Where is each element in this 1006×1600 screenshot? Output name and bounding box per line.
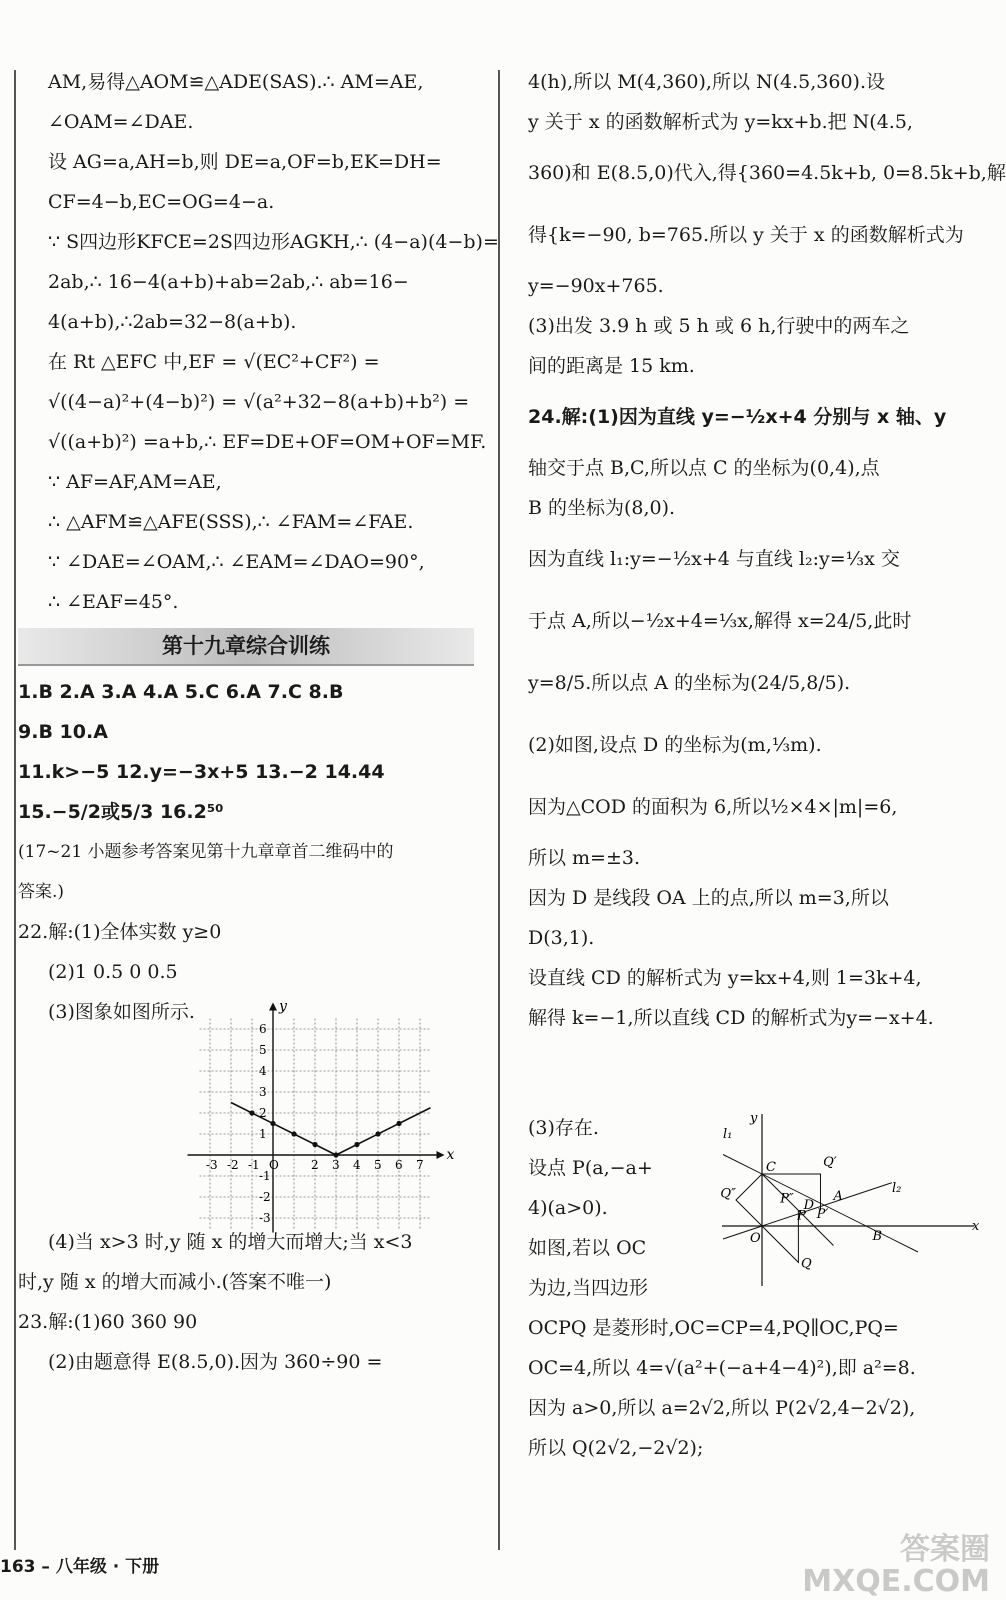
graph-label: B bbox=[872, 1229, 883, 1244]
frag-line: 4)(a>0). bbox=[528, 1197, 608, 1219]
text-line: B 的坐标为(8,0). bbox=[528, 497, 676, 519]
x-tick-label: -3 bbox=[206, 1158, 218, 1172]
text-line: 在 Rt △EFC 中,EF = √(EC²+CF²) = bbox=[48, 351, 380, 373]
left-margin-rule bbox=[14, 70, 16, 1550]
graph-label: Q′ bbox=[823, 1155, 837, 1170]
text-line: AM,易得△AOM≌△ADE(SAS).∴ AM=AE, bbox=[48, 71, 424, 93]
data-point bbox=[270, 1121, 275, 1126]
rhombus-edge bbox=[762, 1210, 798, 1262]
note-line: 答案.) bbox=[18, 882, 65, 902]
right-column bbox=[528, 62, 1006, 1038]
q22-line: (3)图象如图所示. bbox=[48, 1001, 195, 1023]
page-footer: 163 – 八年级 · 下册 bbox=[0, 1557, 160, 1577]
q22-line: (2)1 0.5 0 0.5 bbox=[48, 961, 178, 983]
graph-label: P bbox=[797, 1208, 806, 1224]
data-point bbox=[249, 1110, 254, 1115]
graph-label: Q bbox=[801, 1256, 812, 1272]
graph-q24-svg bbox=[722, 1108, 980, 1288]
text-line: 轴交于点 B,C,所以点 C 的坐标为(0,4),点 bbox=[528, 457, 880, 479]
text-line: ∠OAM=∠DAE. bbox=[48, 111, 194, 133]
data-point bbox=[312, 1142, 317, 1147]
text-line: 因为 a>0,所以 a=2√2,所以 P(2√2,4−2√2), bbox=[528, 1397, 916, 1419]
text-line: ∴ △AFM≌△AFE(SSS),∴ ∠FAM=∠FAE. bbox=[48, 511, 414, 533]
answer-line: 15.−5/2或5/3 16.2⁵⁰ bbox=[18, 801, 224, 823]
text-line: CF=4−b,EC=OG=4−a. bbox=[48, 191, 275, 213]
text-line: 4(a+b),∴2ab=32−8(a+b). bbox=[48, 311, 297, 333]
data-point bbox=[333, 1152, 338, 1157]
y-tick-label: -1 bbox=[259, 1169, 271, 1183]
text-line: ∵ AF=AF,AM=AE, bbox=[48, 471, 222, 493]
graph-label: O bbox=[750, 1231, 761, 1246]
y-tick-label: 5 bbox=[259, 1043, 267, 1057]
text-line: 设 AG=a,AH=b,则 DE=a,OF=b,EK=DH= bbox=[48, 151, 442, 173]
text-line: 因为 D 是线段 OA 上的点,所以 m=3,所以 bbox=[528, 887, 889, 909]
watermark-line: MXQE.COM bbox=[802, 1564, 990, 1599]
left-column bbox=[18, 62, 499, 1382]
section-title: 第十九章综合训练 bbox=[18, 628, 474, 666]
y-axis-label: y bbox=[279, 998, 287, 1015]
graph-label: Q″ bbox=[720, 1186, 736, 1202]
text-line: 24.解:(1)因为直线 y=−½x+4 分别与 x 轴、y bbox=[528, 406, 947, 428]
text-line: 于点 A,所以−½x+4=⅓x,解得 x=24/5,此时 bbox=[528, 610, 912, 632]
text-line: 解得 k=−1,所以直线 CD 的解析式为y=−x+4. bbox=[528, 1007, 934, 1029]
q23-line: (2)由题意得 E(8.5,0).因为 360÷90 = bbox=[48, 1351, 383, 1373]
text-line: (2)如图,设点 D 的坐标为(m,⅓m). bbox=[528, 734, 822, 756]
graph-label: D bbox=[803, 1198, 815, 1214]
graph-label: P″ bbox=[780, 1191, 794, 1207]
frag-line: 如图,若以 OC bbox=[528, 1237, 647, 1259]
x-tick-label: 2 bbox=[311, 1158, 319, 1172]
frag-line: 设点 P(a,−a+ bbox=[528, 1157, 653, 1179]
x-tick-label: 3 bbox=[332, 1158, 340, 1172]
data-point bbox=[375, 1131, 380, 1136]
answer-line: 9.B 10.A bbox=[18, 721, 108, 743]
frag-line: 为边,当四边形 bbox=[528, 1277, 649, 1299]
text-line: D(3,1). bbox=[528, 927, 595, 949]
text-line: 2ab,∴ 16−4(a+b)+ab=2ab,∴ ab=16− bbox=[48, 271, 409, 293]
q22-line: 时,y 随 x 的增大而减小.(答案不唯一) bbox=[18, 1271, 332, 1293]
y-tick-label: 1 bbox=[259, 1127, 267, 1141]
x-tick-label: 7 bbox=[416, 1158, 424, 1172]
text-line: 设直线 CD 的解析式为 y=kx+4,则 1=3k+4, bbox=[528, 967, 922, 989]
watermark bbox=[802, 1534, 990, 1598]
x-tick-label: -1 bbox=[248, 1158, 260, 1172]
text-line: √((4−a)²+(4−b)²) = √(a²+32−8(a+b)+b²) = bbox=[48, 391, 470, 413]
graph-label: C bbox=[766, 1160, 776, 1175]
text-line: 得{k=−90, b=765.所以 y 关于 x 的函数解析式为 bbox=[528, 224, 964, 246]
text-line: (3)出发 3.9 h 或 5 h 或 6 h,行驶中的两车之 bbox=[528, 315, 910, 337]
watermark-line: 答案圈 bbox=[900, 1532, 990, 1567]
graph-label: A bbox=[833, 1189, 843, 1204]
text-line: 因为直线 l₁:y=−½x+4 与直线 l₂:y=⅓x 交 bbox=[528, 548, 900, 570]
graph-label: l₂ bbox=[892, 1181, 902, 1197]
text-line: y=−90x+765. bbox=[528, 275, 664, 297]
y-tick-label: -2 bbox=[259, 1190, 271, 1204]
text-line: ∵ S四边形KFCE=2S四边形AGKH,∴ (4−a)(4−b)= bbox=[48, 231, 499, 253]
y-tick-label: 2 bbox=[259, 1106, 267, 1120]
data-point bbox=[354, 1142, 359, 1147]
graph-label: P′ bbox=[816, 1207, 829, 1223]
graph-label: l₁ bbox=[723, 1127, 733, 1142]
text-line: y=8/5.所以点 A 的坐标为(24/5,8/5). bbox=[528, 672, 851, 694]
q22-line: 22.解:(1)全体实数 y≥0 bbox=[18, 921, 222, 943]
data-point bbox=[291, 1131, 296, 1136]
text-line: 360)和 E(8.5,0)代入,得{360=4.5k+b, 0=8.5k+b,解 bbox=[528, 162, 1006, 184]
text-line: 间的距离是 15 km. bbox=[528, 355, 695, 377]
text-line: √((a+b)²) =a+b,∴ EF=DE+OF=OM+OF=MF. bbox=[48, 431, 487, 453]
text-line: 所以 Q(2√2,−2√2); bbox=[528, 1437, 704, 1459]
graph-label: y bbox=[750, 1111, 758, 1126]
text-line: y 关于 x 的函数解析式为 y=kx+b.把 N(4.5, bbox=[528, 111, 913, 133]
graph-q24 bbox=[722, 1108, 980, 1288]
data-point bbox=[396, 1121, 401, 1126]
frag-line: (3)存在. bbox=[528, 1117, 599, 1139]
q23-line: 23.解:(1)60 360 90 bbox=[18, 1311, 198, 1333]
y-tick-label: 6 bbox=[259, 1022, 267, 1036]
x-tick-label: 5 bbox=[374, 1158, 382, 1172]
series-line bbox=[336, 1108, 431, 1155]
text-line: OC=4,所以 4=√(a²+(−a+4−4)²),即 a²=8. bbox=[528, 1357, 916, 1379]
x-tick-label: O bbox=[269, 1158, 279, 1172]
x-axis-arrow bbox=[437, 1151, 445, 1159]
x-axis-label: x bbox=[446, 1147, 455, 1163]
series-line bbox=[231, 1103, 336, 1156]
text-line: 4(h),所以 M(4,360),所以 N(4.5,360).设 bbox=[528, 71, 885, 93]
text-line: OCPQ 是菱形时,OC=CP=4,PQ∥OC,PQ= bbox=[528, 1317, 899, 1339]
x-tick-label: 4 bbox=[353, 1158, 361, 1172]
x-tick-label: -2 bbox=[227, 1158, 239, 1172]
text-line: 因为△COD 的面积为 6,所以½×4×|m|=6, bbox=[528, 796, 898, 818]
right-tail bbox=[528, 1308, 980, 1468]
graph-label: x bbox=[972, 1219, 980, 1234]
answer-line: 1.B 2.A 3.A 4.A 5.C 6.A 7.C 8.B bbox=[18, 681, 344, 703]
y-tick-label: 4 bbox=[259, 1064, 267, 1078]
answer-line: 11.k>−5 12.y=−3x+5 13.−2 14.44 bbox=[18, 761, 385, 783]
note-line: (17~21 小题参考答案见第十九章章首二维码中的 bbox=[18, 842, 394, 862]
y-tick-label: -3 bbox=[259, 1211, 271, 1225]
column-divider bbox=[498, 70, 500, 1550]
x-tick-label: 6 bbox=[395, 1158, 403, 1172]
text-line: ∴ ∠EAF=45°. bbox=[48, 591, 179, 613]
text-line: ∵ ∠DAE=∠OAM,∴ ∠EAM=∠DAO=90°, bbox=[48, 551, 425, 573]
text-line: 所以 m=±3. bbox=[528, 847, 641, 869]
q22-line: (4)当 x>3 时,y 随 x 的增大而增大;当 x<3 bbox=[48, 1231, 413, 1253]
y-tick-label: 3 bbox=[259, 1085, 267, 1099]
rhombus-edge bbox=[736, 1174, 762, 1226]
